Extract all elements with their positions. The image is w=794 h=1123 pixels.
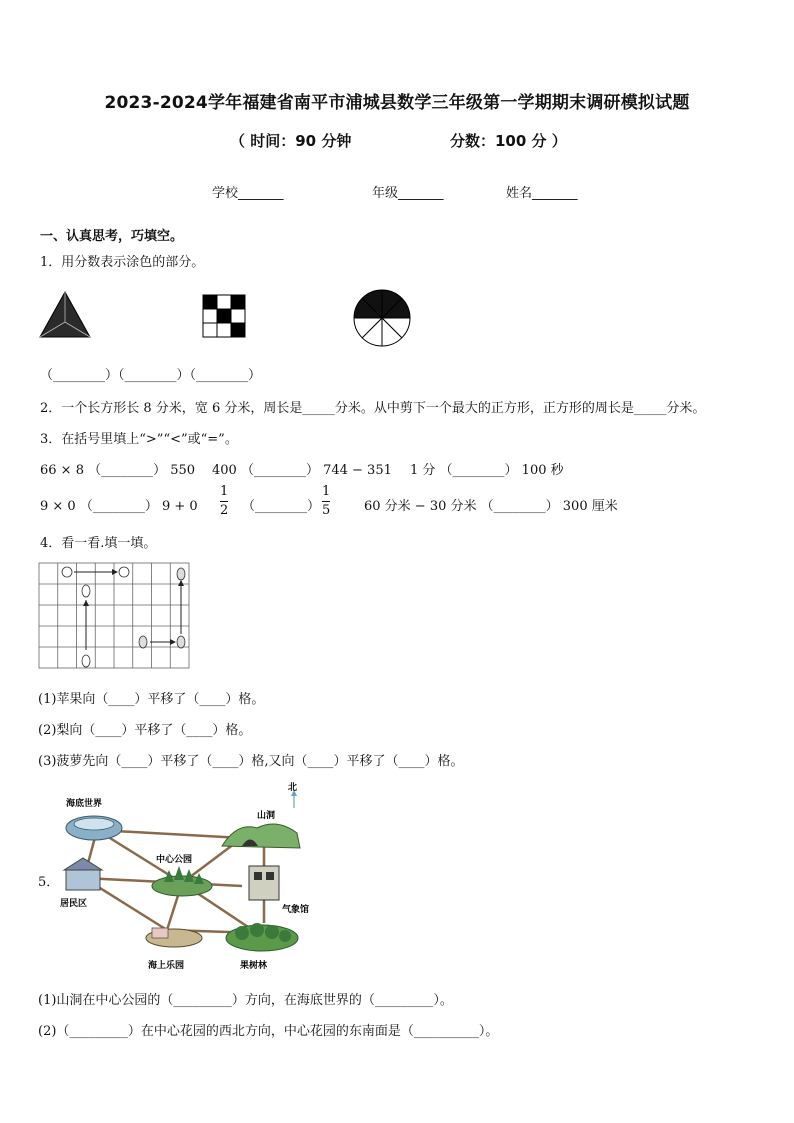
- residential-icon: [66, 870, 100, 890]
- question-5-number: 5．: [38, 875, 60, 890]
- question-2-text: 2．一个长方形长 8 分米，宽 6 分米，周长是_____分米。从中剪下一个最大的正方形，正方形的周长是_____分米。: [40, 401, 706, 416]
- school-field[interactable]: 学校_______: [212, 186, 284, 201]
- section-heading: 一、认真思考，巧填空。: [40, 229, 184, 244]
- grade-field[interactable]: 年级_______: [372, 186, 444, 201]
- shaded-triangle-figure: [38, 290, 92, 340]
- exam-score: 分数：100 分 ）: [450, 132, 567, 150]
- question-1-answer-blanks[interactable]: （________）（________）（________）: [40, 368, 262, 383]
- residential-label: 居民区: [60, 899, 88, 909]
- north-label: 北: [288, 783, 298, 793]
- shaded-grid-figure: [202, 294, 248, 340]
- page-title: 2023-2024学年福建省南平市浦城县数学三年级第一学期期末调研模拟试题: [104, 93, 690, 113]
- pineapple-icon: [139, 568, 185, 648]
- cave-icon: [222, 824, 300, 848]
- compare-item-5-blank[interactable]: （________）: [242, 499, 321, 514]
- compare-item-6[interactable]: 60 分米 − 30 分米 （________） 300 厘米: [364, 499, 618, 514]
- question-4-part-1[interactable]: (1)苹果向（____）平移了（____）格。: [38, 692, 265, 707]
- compare-item-4[interactable]: 9 × 0 （________） 9 + 0: [40, 499, 198, 514]
- ocean-world-label: 海底世界: [66, 799, 103, 809]
- central-park-label: 中心公园: [156, 855, 193, 865]
- fraction-right: $\frac{1}{5}$: [322, 484, 331, 518]
- name-field[interactable]: 姓名_______: [506, 186, 578, 201]
- question-5-part-1[interactable]: (1)山洞在中心公园的（_________）方向，在海底世界的（_________）。: [38, 993, 453, 1008]
- weather-station-icon: [249, 866, 279, 900]
- question-4-part-2[interactable]: (2)梨向（____）平移了（____）格。: [38, 723, 252, 738]
- fraction-left: $\frac{1}{2}$: [220, 484, 229, 518]
- translation-grid: [38, 562, 193, 672]
- exam-time: （ 时间：90 分钟: [230, 132, 352, 150]
- question-4-part-3[interactable]: (3)菠萝先向（____）平移了（____）格,又向（____）平移了（____）格。: [38, 754, 464, 769]
- location-map: [52, 778, 312, 978]
- compare-item-2[interactable]: 400 （________） 744 − 351: [212, 463, 392, 478]
- sea-park-label: 海上乐园: [148, 961, 185, 971]
- compare-item-1[interactable]: 66 × 8 （________） 550: [40, 463, 196, 478]
- cave-label: 山洞: [257, 811, 276, 821]
- shaded-circle-figure: [352, 288, 412, 348]
- compare-item-3[interactable]: 1 分 （________） 100 秒: [410, 463, 564, 478]
- weather-station-label: 气象馆: [282, 905, 310, 915]
- orchard-label: 果树林: [240, 961, 268, 971]
- question-1-text: 1．用分数表示涂色的部分。: [40, 255, 205, 270]
- question-5-part-2[interactable]: (2)（_________）在中心花园的西北方向，中心花园的东南面是（__________）。: [38, 1024, 499, 1039]
- question-4-text: 4．看一看.填一填。: [40, 536, 157, 551]
- question-3-text: 3．在括号里填上“>”“<”或“=”。: [40, 432, 238, 447]
